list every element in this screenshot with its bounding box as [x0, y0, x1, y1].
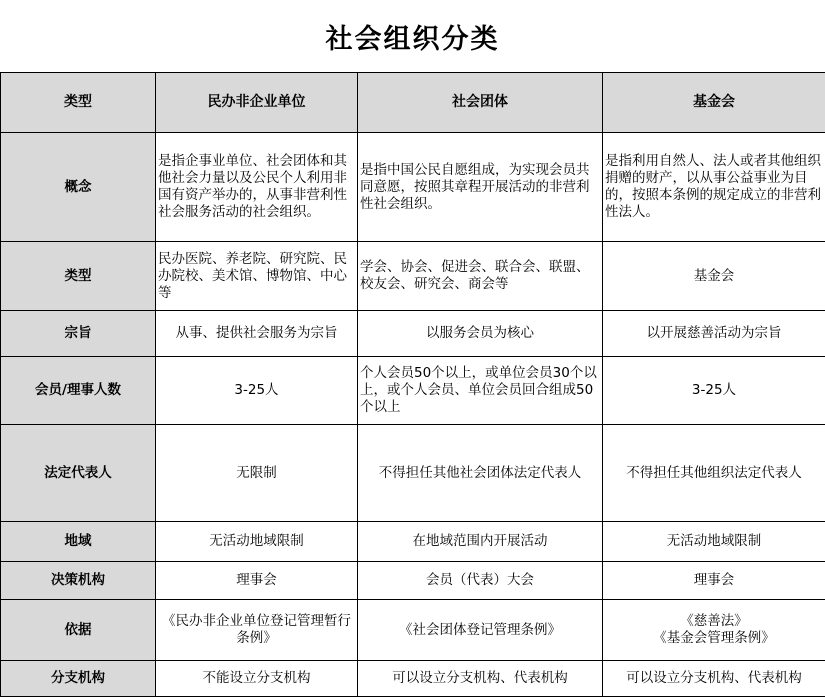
- table-cell: 学会、协会、促进会、联合会、联盟、校友会、研究会、商会等: [358, 242, 603, 311]
- header-social-group: 社会团体: [358, 73, 603, 133]
- table-cell: 是指中国公民自愿组成，为实现会员共同意愿，按照其章程开展活动的非营利性社会组织。: [358, 133, 603, 242]
- table-cell: 无限制: [156, 425, 358, 522]
- table-row: [1, 242, 825, 311]
- table-cell: 基金会: [603, 242, 825, 311]
- page-title: 社会组织分类: [0, 0, 825, 72]
- table-header-row: [1, 73, 825, 133]
- header-type: 类型: [1, 73, 156, 133]
- table-cell: 以服务会员为核心: [358, 311, 603, 357]
- table-cell: 会员（代表）大会: [358, 562, 603, 600]
- row-label: 法定代表人: [1, 425, 156, 522]
- row-label: 类型: [1, 242, 156, 311]
- table-row: [1, 661, 825, 697]
- table-cell: 可以设立分支机构、代表机构: [603, 661, 825, 697]
- row-label: 宗旨: [1, 311, 156, 357]
- row-label: 地域: [1, 522, 156, 562]
- row-label: 决策机构: [1, 562, 156, 600]
- table-cell: 是指企事业单位、社会团体和其他社会力量以及公民个人利用非国有资产举办的，从事非营利性社会服务活动的社会组织。: [156, 133, 358, 242]
- table-row: [1, 562, 825, 600]
- table-cell: 以开展慈善活动为宗旨: [603, 311, 825, 357]
- header-foundation: 基金会: [603, 73, 825, 133]
- header-private-non-enterprise: 民办非企业单位: [156, 73, 358, 133]
- row-label: 依据: [1, 600, 156, 661]
- table-cell: 3-25人: [156, 357, 358, 425]
- table-cell: 《慈善法》 《基金会管理条例》: [603, 600, 825, 661]
- table-row: [1, 425, 825, 522]
- table-row: [1, 133, 825, 242]
- table-cell: 《民办非企业单位登记管理暂行条例》: [156, 600, 358, 661]
- table-row: [1, 522, 825, 562]
- table-cell: 理事会: [156, 562, 358, 600]
- table-cell: 在地域范围内开展活动: [358, 522, 603, 562]
- table-row: [1, 600, 825, 661]
- classification-table: [0, 72, 825, 697]
- table-cell: 无活动地域限制: [156, 522, 358, 562]
- row-label: 会员/理事人数: [1, 357, 156, 425]
- row-label: 分支机构: [1, 661, 156, 697]
- table-cell: 不能设立分支机构: [156, 661, 358, 697]
- row-label: 概念: [1, 133, 156, 242]
- table-cell: 个人会员50个以上，或单位会员30个以上，或个人会员、单位会员回合组成50个以上: [358, 357, 603, 425]
- table-cell: 《社会团体登记管理条例》: [358, 600, 603, 661]
- table-row: [1, 357, 825, 425]
- table-cell: 理事会: [603, 562, 825, 600]
- table-cell: 不得担任其他社会团体法定代表人: [358, 425, 603, 522]
- table-cell: 民办医院、养老院、研究院、民办院校、美术馆、博物馆、中心等: [156, 242, 358, 311]
- table-cell: 从事、提供社会服务为宗旨: [156, 311, 358, 357]
- table-cell: 不得担任其他组织法定代表人: [603, 425, 825, 522]
- table-cell: 3-25人: [603, 357, 825, 425]
- table-cell: 是指利用自然人、法人或者其他组织捐赠的财产，以从事公益事业为目的，按照本条例的规定成立的非营利性法人。: [603, 133, 825, 242]
- table-cell: 无活动地域限制: [603, 522, 825, 562]
- table-row: [1, 311, 825, 357]
- table-cell: 可以设立分支机构、代表机构: [358, 661, 603, 697]
